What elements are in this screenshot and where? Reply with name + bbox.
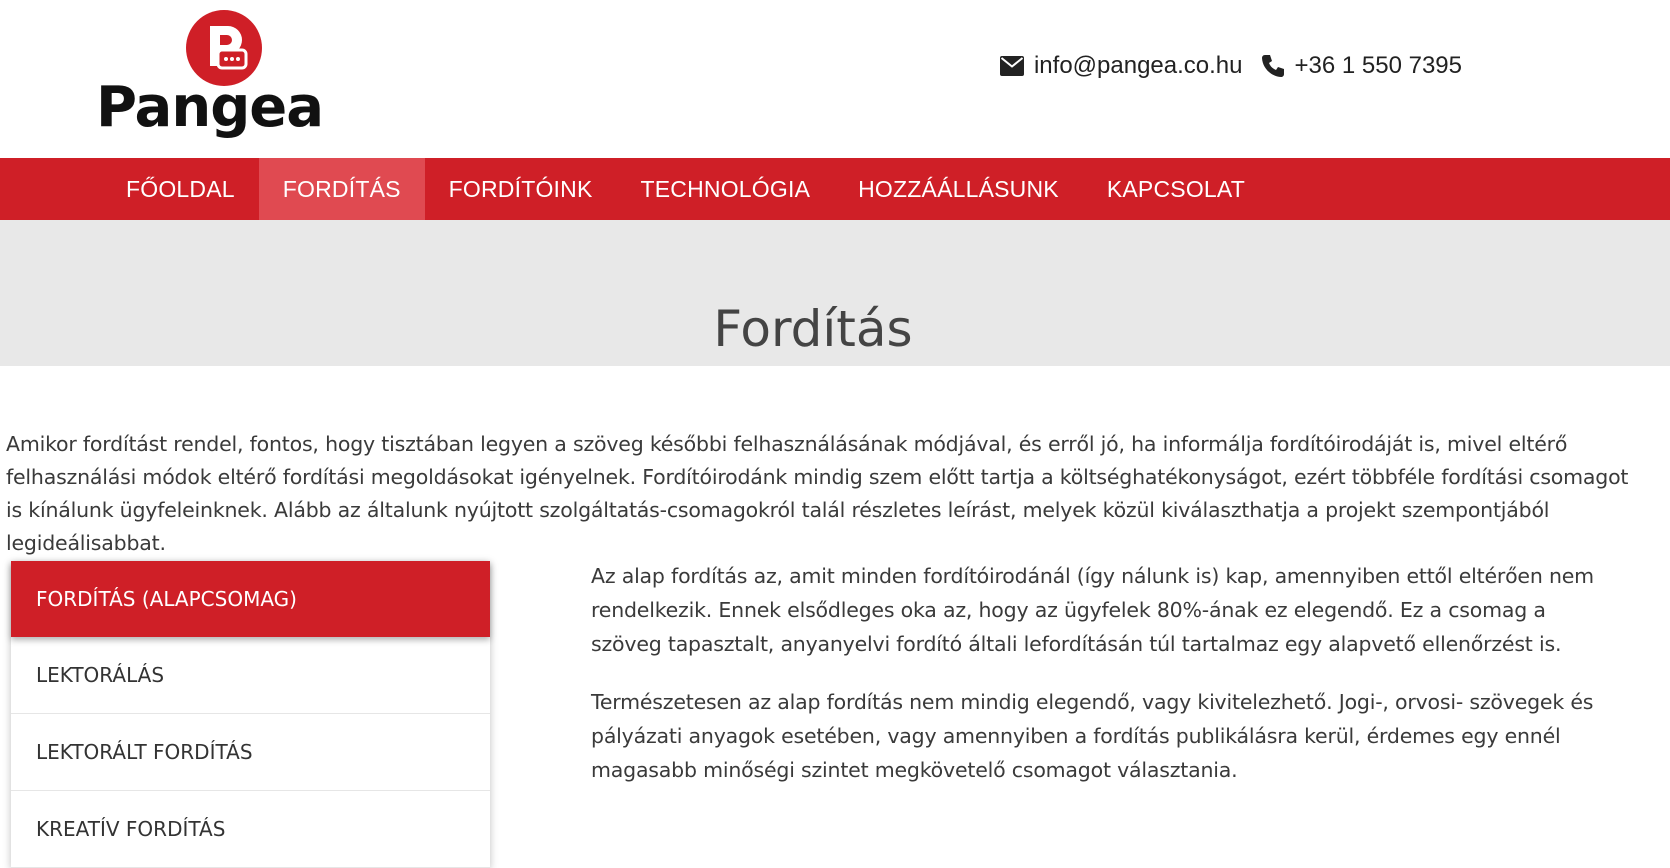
page-title: Fordítás — [713, 299, 913, 358]
header-contacts — [1000, 52, 1462, 80]
brand-logo[interactable] — [96, 8, 356, 148]
email-text[interactable]: info@pangea.co.hu — [1033, 52, 1243, 79]
intro-paragraph: Amikor fordítást rendel, fontos, hogy tisztában legyen a szöveg későbbi felhasználásának módjával, és erről jó, ha informálja fordítóirodáját is, mivel eltérő felhasználási módok eltérő fordítási megoldásokat igényelnek. Fordítóirodánk mindig szem előtt tartja a költséghatékonyságot, ezért többféle fordítási csomagot is kínálunk ügyfeleinknek. Alább az általunk nyújtott szolgáltatás-csomagokról talál részletes leírást, melyek közül kiválaszthatja a projekt szempontjából legideálisabbat. — [6, 432, 1629, 555]
nav-item-fooldal[interactable]: FŐOLDAL — [126, 175, 235, 202]
email-contact[interactable] — [1000, 52, 1243, 80]
nav-item-forditoink[interactable]: FORDÍTÓINK — [448, 175, 593, 202]
brand-name: Pangea — [96, 75, 324, 140]
page-title-band — [0, 220, 1670, 366]
phone-contact[interactable] — [1261, 52, 1463, 80]
phone-text[interactable]: +36 1 550 7395 — [1294, 52, 1462, 79]
content-paragraph: Az alap fordítás az, amit minden fordítóirodánál (így nálunk is) kap, amennyiben ettől eltérően nem rendelkezik. Ennek elsődleges oka az, hogy az ügyfelek 80%-ának ez elegendő. Ez a csomag a szöveg tapasztalt, anyanyelvi fordító általi lefordításán túl tartalmaz egy alapvető ellenőrzést is. — [591, 564, 1594, 656]
nav-item-forditas[interactable]: FORDÍTÁS — [259, 158, 425, 220]
tab-kreativ-forditas[interactable]: KREATÍV FORDÍTÁS — [11, 791, 490, 868]
envelope-icon — [1000, 56, 1024, 76]
nav-item-hozzaallasunk[interactable]: HOZZÁÁLLÁSUNK — [858, 175, 1059, 202]
content-paragraph: Természetesen az alap fordítás nem mindig elegendő, vagy kivitelezhető. Jogi-, orvosi- szövegek és pályázati anyagok esetében, vagy amennyiben a fordítás publikálásra kerül, érdemes egy ennél magasabb minőségi szintet megkövetelő csomagot választania. — [591, 690, 1594, 782]
nav-item-technologia[interactable]: TECHNOLÓGIA — [640, 175, 811, 202]
service-tabs — [11, 561, 490, 868]
main-nav — [0, 158, 1670, 220]
service-description — [591, 559, 1611, 811]
nav-item-kapcsolat[interactable]: KAPCSOLAT — [1106, 175, 1245, 202]
phone-icon — [1261, 54, 1285, 78]
tab-lektoralt-forditas[interactable]: LEKTORÁLT FORDÍTÁS — [11, 714, 490, 791]
tab-forditas-alapcsomag[interactable]: FORDÍTÁS (ALAPCSOMAG) — [11, 561, 490, 637]
tab-lektoralas[interactable]: LEKTORÁLÁS — [11, 637, 490, 714]
